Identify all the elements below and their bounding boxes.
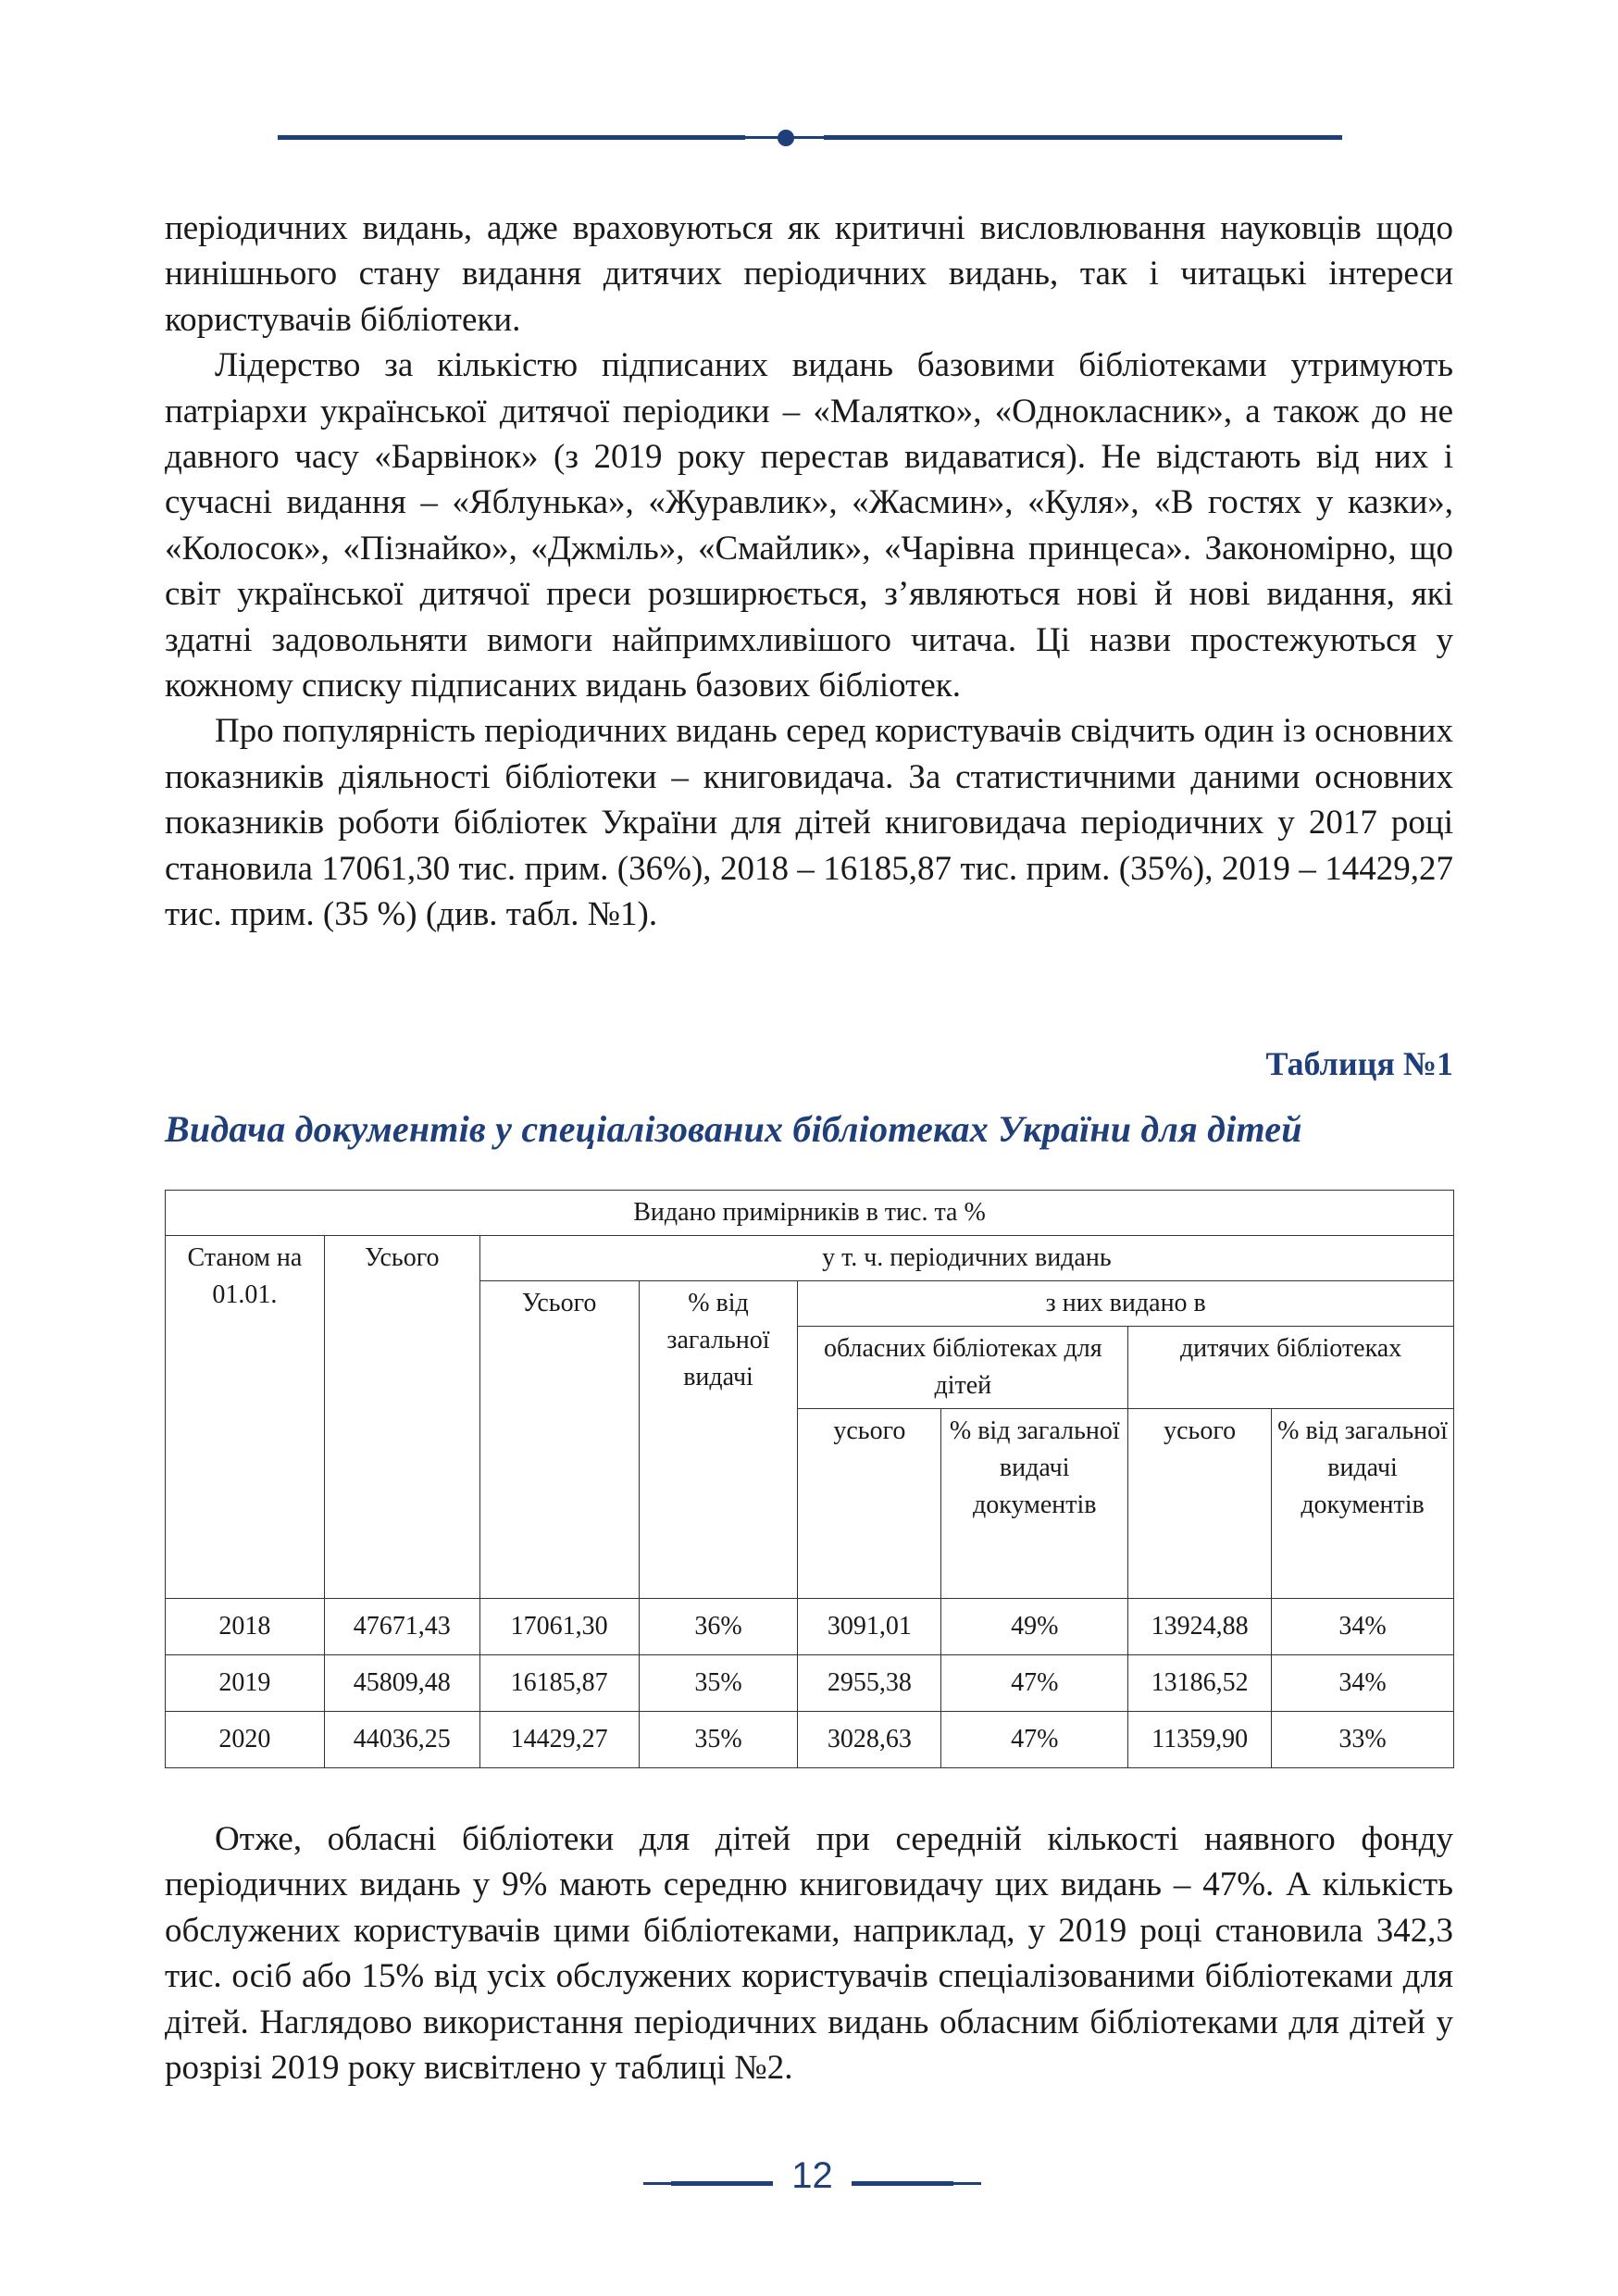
table-header-row-1 (166, 1191, 1454, 1236)
table-row (166, 1655, 1454, 1712)
header-total: Усього (324, 1236, 479, 1599)
cell-per-pct: 36% (639, 1599, 798, 1655)
cell-per-total: 14429,27 (479, 1712, 639, 1768)
cell-ch-total: 13186,52 (1128, 1655, 1272, 1712)
cell-year: 2019 (166, 1655, 325, 1712)
cell-reg-pct: 49% (941, 1599, 1128, 1655)
header-reg-pct: % від загальної видачі документів (941, 1409, 1128, 1599)
header-per-total: Усього (479, 1281, 639, 1599)
cell-total: 44036,25 (324, 1712, 479, 1768)
header-date: Станом на 01.01. (166, 1236, 325, 1599)
paragraph-1: періодичних видань, адже враховуються як критичні висловлювання науковців щодо нинішнього стану видання дитячих періодичних видань, так і читацькі інтереси користувачів бібліотеки. (165, 209, 1453, 339)
header-periodicals: у т. ч. періодичних видань (479, 1236, 1453, 1281)
footer-line-right (852, 2181, 953, 2186)
cell-reg-pct: 47% (941, 1712, 1128, 1768)
top-ornament (278, 130, 1342, 144)
header-ch-pct: % від загальної видачі документів (1272, 1409, 1454, 1599)
cell-ch-total: 11359,90 (1128, 1712, 1272, 1768)
header-of-them: з них видано в (798, 1281, 1454, 1327)
page-number: 12 (791, 2155, 833, 2196)
table-row (166, 1712, 1454, 1768)
cell-total: 45809,48 (324, 1655, 479, 1712)
ornament-line-thin-right (787, 136, 824, 139)
cell-ch-pct: 33% (1272, 1712, 1454, 1768)
header-children: дитячих бібліотеках (1128, 1327, 1454, 1409)
header-regional: обласних бібліотеках для дітей (798, 1327, 1128, 1409)
body-text-bottom (165, 1816, 1453, 2090)
header-reg-total: усього (798, 1409, 941, 1599)
cell-reg-total: 3028,63 (798, 1712, 941, 1768)
ornament-line-thin-left (745, 136, 782, 139)
footer-line-thin-left (643, 2182, 671, 2185)
cell-reg-pct: 47% (941, 1655, 1128, 1712)
cell-reg-total: 2955,38 (798, 1655, 941, 1712)
cell-total: 47671,43 (324, 1599, 479, 1655)
cell-ch-pct: 34% (1272, 1655, 1454, 1712)
page-footer (0, 2155, 1618, 2211)
cell-per-pct: 35% (639, 1655, 798, 1712)
footer-line-thin-right (953, 2182, 981, 2185)
paragraph-3: Про популярність періодичних видань серед користувачів свідчить один із основних показників діяльності бібліотеки – книговидача. За статистичними даними основних показників роботи бібліотек України для дітей книговидача періодичних у 2017 році становила 17061,30 тис. прим. (36%), 2018 – 16185,87 тис. прим. (35%), 2019 – 14429,27 тис. прим. (35 %) (див. табл. №1). (165, 712, 1453, 934)
cell-per-total: 17061,30 (479, 1599, 639, 1655)
cell-year: 2020 (166, 1712, 325, 1768)
cell-ch-total: 13924,88 (1128, 1599, 1272, 1655)
table-number: Таблиця №1 (1265, 1045, 1453, 1082)
cell-per-pct: 35% (639, 1712, 798, 1768)
body-text-top (165, 206, 1453, 938)
cell-per-total: 16185,87 (479, 1655, 639, 1712)
header-ch-total: усього (1128, 1409, 1272, 1599)
issuance-table (165, 1190, 1454, 1768)
table-title: Видача документів у спеціалізованих бібліотеках України для дітей (165, 1108, 1302, 1150)
table-header-row-2 (166, 1236, 1454, 1281)
footer-line-left (671, 2181, 773, 2186)
header-per-pct: % від загальної видачі (639, 1281, 798, 1599)
cell-year: 2018 (166, 1599, 325, 1655)
ornament-line-right (824, 135, 1342, 140)
cell-reg-total: 3091,01 (798, 1599, 941, 1655)
ornament-line-left (278, 135, 745, 140)
paragraph-2: Лідерство за кількістю підписаних видань базовими бібліотеками утримують патріархи української дитячої періодики – «Малятко», «Однокласник», а також до не давного часу «Барвінок» (з 2019 року перестав видаватися). Не відстають від них і сучасні видання – «Яблунька», «Журавлик», «Жасмин», «Куля», «В гостях у казки», «Колосок», «Пізнайко», «Джміль», «Смайлик», «Чарівна принцеса». Закономірно, що світ української дитячої преси розширюється, з’являються нові й нові видання, які здатні задовольняти вимоги найпримхливішого читача. Ці назви простежуються у кожному списку підписаних видань базових бібліотек. (165, 346, 1453, 705)
cell-ch-pct: 34% (1272, 1599, 1454, 1655)
header-top: Видано примірників в тис. та % (166, 1191, 1454, 1236)
table-row (166, 1599, 1454, 1655)
paragraph-4: Отже, обласні бібліотеки для дітей при середній кількості наявного фонду періодичних видань у 9% мають середню книговидачу цих видань – 47%. А кількість обслужених користувачів цими бібліотеками, наприклад, у 2019 році становила 342,3 тис. осіб або 15% від усіх обслужених користувачів спеціалізованими бібліотеками для дітей. Наглядово використання періодичних видань обласним бібліотеками для дітей у розрізі 2019 року висвітлено у таблиці №2. (165, 1820, 1453, 2088)
